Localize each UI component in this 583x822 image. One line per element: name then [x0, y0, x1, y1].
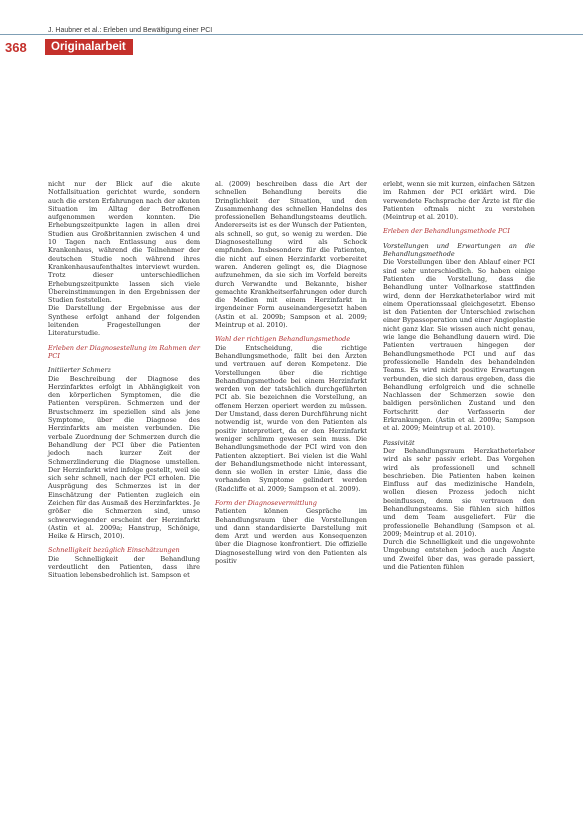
section-heading: Erleben der Diagnosestellung im Rahmen der PCI [48, 343, 200, 360]
subsection-heading: Passivität [383, 438, 415, 447]
subsection-heading: Initiierter Schmerz [48, 366, 112, 375]
body-paragraph: Patienten können Gespräche im Behandlungsraum über die Vorstellungen und dann standardisierte Darstellung mit dem Arzt und werden aus Konsequenzen über die Diagnose konfrontiert. Die offizielle Diagnosestellung wird von den Patienten als positiv [215, 507, 367, 566]
body-paragraph: Die Schnelligkeit der Behandlung verdeutlicht den Patienten, dass ihre Situation lebensbedrohlich ist. Sampson et [48, 554, 200, 580]
body-paragraph: al. (2009) beschreiben dass die Art der schnellen Behandlung bereits die Dringlichkeit der Situation, und den Zusammenhang des schnellen Handelns des professionellen Behandlungsteams deutlich. Andererseits ist es der Wunsch der Patienten, als schnell, so gut, so wenig zu werden. Die Diagnosestellung wird als Schock empfunden. Insbesondere für die Patienten, die nicht auf einen Herzinfarkt vorbereitet waren. Anderen gelingt es, die Diagnose aufzunehmen, da sie sich im Vorfeld bereits durch Verwandte und Bekannte, bisher gemachte Krankheitserfahrungen oder durch die Medien mit einem Herzinfarkt in irgendeiner Form auseinandergesetzt haben (Astin et al. 2009b; Sampson et al. 2009; Meintrup et al. 2010). [215, 180, 367, 330]
subsection-heading: Vorstellungen und Erwartungen an die Behandlungsmethode [383, 241, 535, 259]
text-column-3 [383, 180, 535, 571]
section-heading: Wahl der richtigen Behandlungsmethode [215, 335, 351, 344]
body-paragraph: Durch die Schnelligkeit und die ungewohnte Umgebung entstehen jedoch auch Ängste und Zweifel über das, was gerade passiert, und die Patienten fühlen [383, 538, 535, 572]
body-paragraph: Die Vorstellungen über den Ablauf einer PCI sind sehr unterschiedlich. So haben einige Patienten die Vorstellung, dass die Behandlung unter Vollnarkose stattfinden wird, denn der Herzkatheterlabor wird mit einem Operationssaal gleichgesetzt. Ebenso ist den Patienten der Unterschied zwischen einer Bypassoperation und einer Angioplastie nicht ganz klar. Sie wissen auch nicht genau, wie lange die Behandlung dauern wird. Die Patienten vertrauen hingegen der Behandlungsmethode PCI und auf das professionelle Handeln des behandelnden Teams. Es wird nicht positive Erwartungen verbunden, die sich daraus ergeben, dass die Behandlung erfolgreich und die schnelle Nachlassen der Schmerzen sowie den baldigen persönlichen Zustand und den Fortschritt der Verfasserin der Erkrankungen. (Astin et al. 2009a; Sampson et al. 2009; Meintrup et al. 2010). [383, 258, 535, 433]
page-number: 368 [5, 40, 27, 55]
body-paragraph: Die Beschreibung der Diagnose des Herzinfarktes erfolgt in Abhängigkeit von den körperlichen Symptomen, die die Patienten verspüren. Schmerzen und der Brustschmerz im speziellen sind als jene Symptome, über die Diagnose des Herzinfarkts am meisten verbunden. Die verbale Zuordnung der Schmerzen durch die Behandlung der PCI über die Patienten jedoch nach kurzer Zeit der Schmerzlinderung die Diagnose umstellen. Der Herzinfarkt wird infolge gestellt, weil sie sich sehr schnell, nach der PCI erholen. Die Ausprägung des Schmerzes ist in der Einschätzung der Patienten zugleich ein Zeichen für das Ausmaß des Herzinfarktes. Je größer die Schmerzen sind, umso schwerwiegender erscheint der Herzinfarkt (Astin et al. 2009a; Hanstrup, Schönige, Heike & Hirsch, 2010). [48, 374, 200, 541]
header-rule [0, 34, 583, 35]
body-paragraph: Die Darstellung der Ergebnisse aus der Synthese erfolgt anhand der folgenden leitenden Fragestellungen der Literaturstudie. [48, 304, 200, 338]
body-paragraph: erlebt, wenn sie mit kurzen, einfachen Sätzen im Rahmen der PCI erklärt wird. Die verwendete Fachsprache der Ärzte ist für die Patienten oftmals nicht zu verstehen (Meintrup et al. 2010). [383, 180, 535, 222]
section-heading: Form der Diagnosevermittlung [215, 498, 317, 507]
section-heading: Erleben der Behandlungsmethode PCI [383, 227, 510, 236]
section-heading: Schnelligkeit bezüglich Einschätzungen [48, 546, 180, 555]
body-paragraph: nicht nur der Blick auf die akute Notfallsituation gerichtet wurde, sondern auch die ersten Erfahrungen nach der akuten Situation im Alltag der Betroffenen aufgenommen werden konnten. Die Erhebungszeitpunkte lagen in allen drei Studien aus Großbritannien zwischen 4 und 10 Tagen nach Entlassung aus dem Krankenhaus, während die Teilnehmer der deutschen Studie noch während ihres Krankenhausaufenthaltes interviewt wurden. Trotz dieser unterschiedlichen Erhebungszeitpunkte lassen sich viele Übereinstimmungen in den Ergebnissen der Studien feststellen. [48, 180, 200, 305]
running-head: J. Haubner et al.: Erleben und Bewältigung einer PCI [48, 27, 213, 34]
body-paragraph: Der Behandlungsraum Herzkatheterlabor wird als sehr passiv erlebt. Das Vorgehen wird als professionell und schnell beschrieben. Die Patienten haben keinen Einfluss auf das medizinische Handeln, wollen diesen Prozess jedoch nicht beeinflussen, denn sie vertrauen den Behandlungsteams. Sie fühlen sich hilflos und dem Team ausgeliefert. Für die professionelle Behandlung (Sampson et al. 2009; Meintrup et al. 2010). [383, 446, 535, 538]
section-badge: Originalarbeit [45, 39, 133, 55]
text-column-1 [48, 180, 200, 580]
text-column-2 [215, 180, 367, 565]
body-paragraph: Die Entscheidung, die richtige Behandlungsmethode, fällt bei den Ärzten und vertrauen auf deren Kompetenz. Die Vorstellungen über die richtige Behandlungsmethode bei einem Herzinfarkt werden von der tatsächlich durchgeführten PCI ab. Sie bezeichnen die Vorstellung, an offenem Herzen operiert werden zu müssen. Der Umstand, dass deren Durchführung nicht notwendig ist, wurde von den Patienten als positiv interpretiert, da er den Herzinfarkt weniger schlimm gewesen sein muss. Die Behandlungsmethode der PCI wird von den Patienten akzeptiert. Bei vielen ist die Wahl der Behandlungsmethode nicht interessant, denn sie wollen in erster Linie, dass die vorhanden Symptome gelindert werden (Radcliffe et al. 2009; Sampson et al. 2009). [215, 343, 367, 493]
